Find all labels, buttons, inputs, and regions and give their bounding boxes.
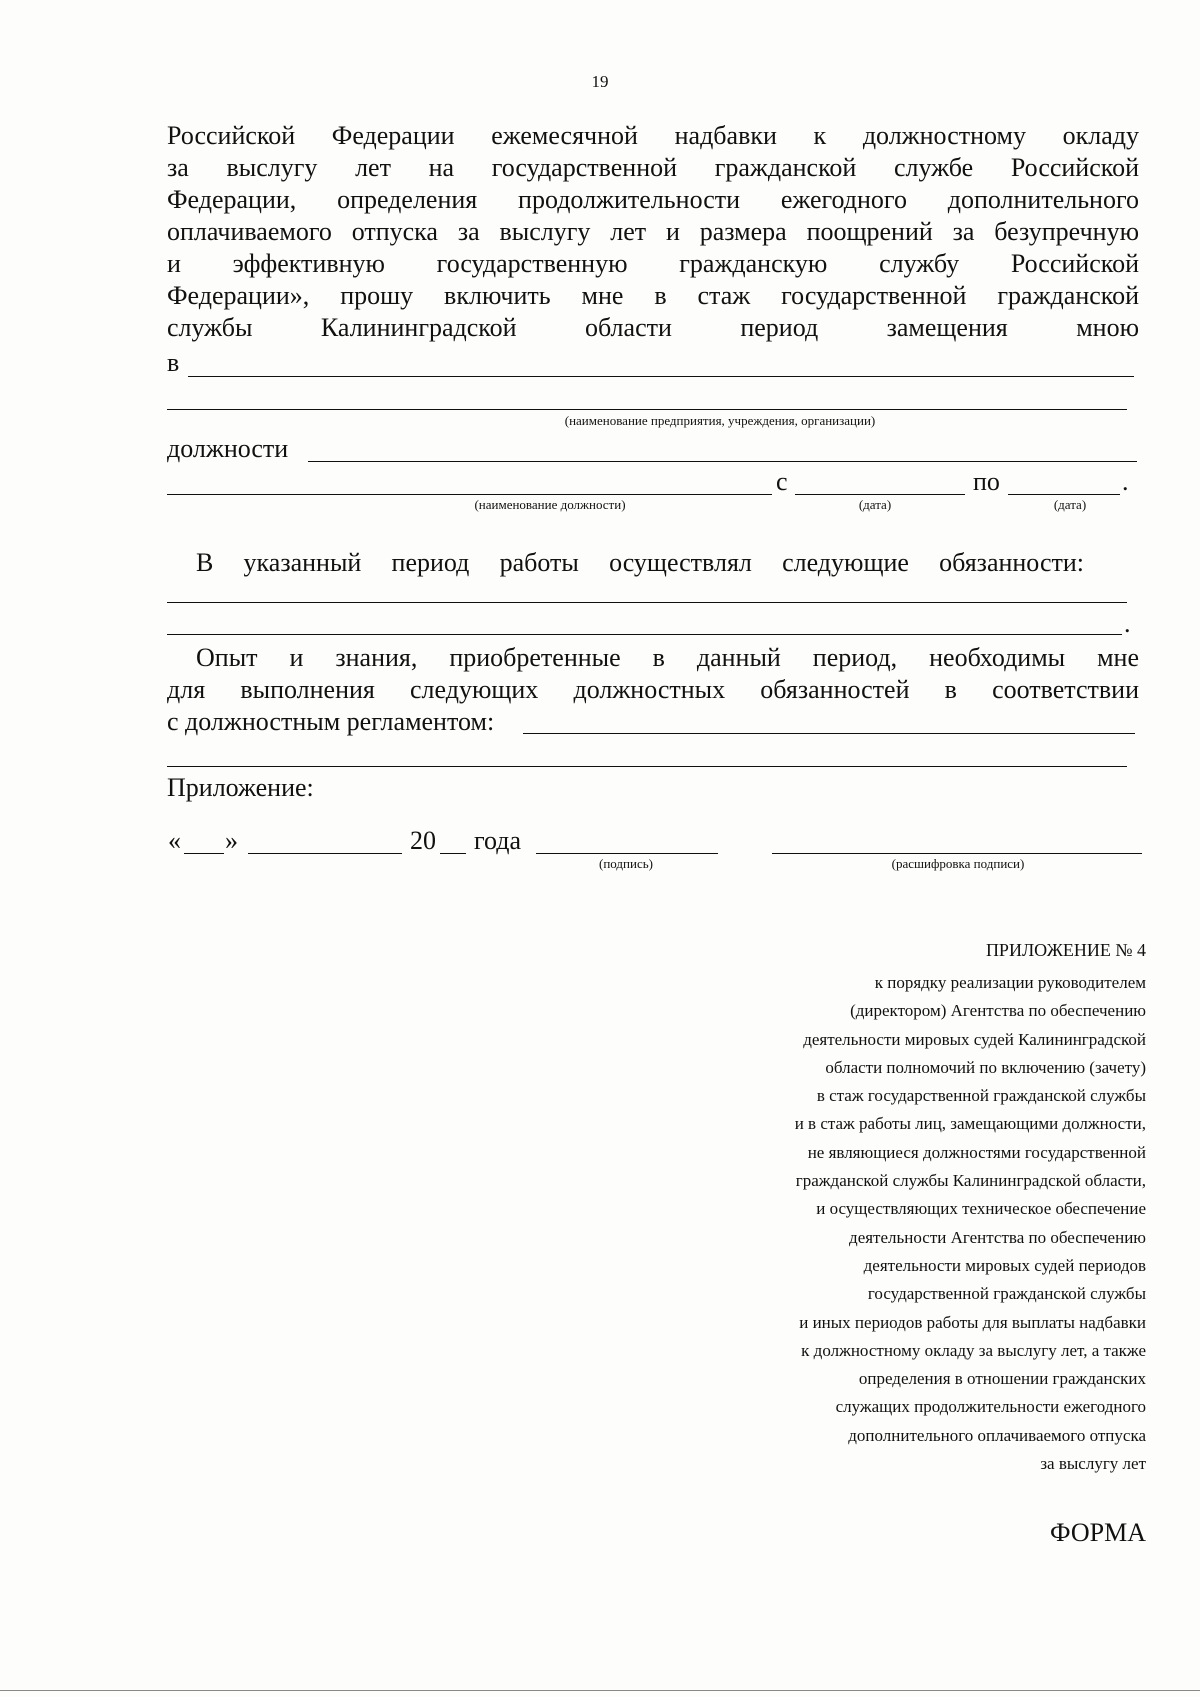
regulation-field-line-2[interactable]	[167, 766, 1127, 767]
appendix-line: и в стаж работы лиц, замещающими должности,	[794, 1114, 1146, 1134]
appendix-text	[676, 969, 1146, 1478]
year-label: года	[474, 826, 522, 855]
organization-field-line-1[interactable]	[188, 376, 1134, 377]
appendix-line: в стаж государственной гражданской службы	[816, 1086, 1146, 1106]
intro-line: оплачиваемого отпуска за выслугу лет и размера поощрений за безупречную	[167, 217, 1139, 246]
appendix-line: служащих продолжительности ежегодного	[835, 1397, 1146, 1417]
appendix-line: государственной гражданской службы	[867, 1284, 1146, 1304]
to-label: по	[973, 467, 1000, 496]
in-prefix: в	[167, 348, 180, 377]
appendix-line: не являющиеся должностями государственной	[807, 1142, 1146, 1162]
appendix-line: (директором) Агентства по обеспечению	[850, 1001, 1146, 1021]
organization-field-line-2[interactable]	[167, 409, 1127, 410]
signature-field[interactable]	[536, 853, 718, 854]
duties-field-line-1[interactable]	[167, 602, 1127, 603]
appendix-line: и иных периодов работы для выплаты надбавки	[799, 1312, 1146, 1332]
intro-line: Федерации, определения продолжительности ежегодного дополнительного	[167, 185, 1139, 214]
year-field[interactable]	[440, 853, 466, 854]
appendix-line: деятельности мировых судей Калининградской	[803, 1029, 1146, 1049]
intro-line: Российской Федерации ежемесячной надбавки к должностному окладу	[167, 121, 1139, 150]
appendix-title: ПРИЛОЖЕНИЕ № 4	[985, 940, 1146, 960]
intro-line: и эффективную государственную гражданскую службу Российской	[167, 249, 1139, 278]
appendix-line: и осуществляющих техническое обеспечение	[816, 1199, 1146, 1219]
appendix-line: области полномочий по включению (зачету)	[825, 1057, 1146, 1077]
duties-field-line-2[interactable]	[167, 634, 1122, 635]
day-field[interactable]	[184, 853, 224, 854]
regulation-label: с должностным регламентом:	[167, 707, 495, 736]
form-label: ФОРМА	[1050, 1518, 1146, 1547]
date-from-field[interactable]	[795, 494, 965, 495]
intro-line: за выслугу лет на государственной гражданской службе Российской	[167, 153, 1139, 182]
experience-line: для выполнения следующих должностных обязанностей в соответствии	[167, 675, 1139, 704]
attachment-label: Приложение:	[167, 773, 314, 802]
organization-caption: (наименование предприятия, учреждения, организации)	[564, 413, 876, 428]
position-label: должности	[167, 434, 289, 463]
duties-text: В указанный период работы осуществлял следующие обязанности:	[196, 548, 1084, 577]
duties-end: .	[1124, 609, 1131, 638]
signature-decoding-caption: (расшифровка подписи)	[891, 856, 1025, 871]
month-field[interactable]	[248, 853, 402, 854]
appendix-line: к порядку реализации руководителем	[874, 973, 1146, 992]
appendix-line: за выслугу лет	[1040, 1454, 1146, 1474]
experience-line: Опыт и знания, приобретенные в данный период, необходимы мне	[196, 643, 1139, 672]
date-to-caption: (дата)	[1053, 497, 1087, 512]
year-prefix: 20	[410, 826, 436, 855]
appendix-line: деятельности Агентства по обеспечению	[849, 1227, 1146, 1247]
date-open-quote: «	[168, 826, 181, 855]
date-from-caption: (дата)	[858, 497, 892, 512]
appendix-line: дополнительного оплачиваемого отпуска	[848, 1425, 1146, 1445]
signature-decoding-field[interactable]	[772, 853, 1142, 854]
appendix-line: гражданской службы Калининградской области,	[795, 1171, 1146, 1191]
appendix-line: к должностному окладу за выслугу лет, а также	[801, 1340, 1146, 1360]
position-field-line-1[interactable]	[308, 461, 1137, 462]
appendix-line: определения в отношении гражданских	[858, 1369, 1146, 1389]
intro-line: Федерации», прошу включить мне в стаж государственной гражданской	[167, 281, 1139, 310]
position-caption: (наименование должности)	[474, 497, 626, 512]
regulation-field-line-1[interactable]	[523, 733, 1135, 734]
period-end: .	[1122, 467, 1129, 496]
date-to-field[interactable]	[1008, 494, 1120, 495]
position-field-line-2[interactable]	[167, 494, 772, 495]
intro-line: службы Калининградской области период замещения мною	[167, 313, 1139, 342]
scan-bottom-edge	[0, 1690, 1200, 1691]
date-close-quote: »	[225, 826, 238, 855]
page-number: 19	[591, 72, 609, 91]
appendix-line: деятельности мировых судей периодов	[863, 1255, 1146, 1275]
from-label: с	[776, 467, 788, 496]
signature-caption: (подпись)	[599, 856, 653, 871]
